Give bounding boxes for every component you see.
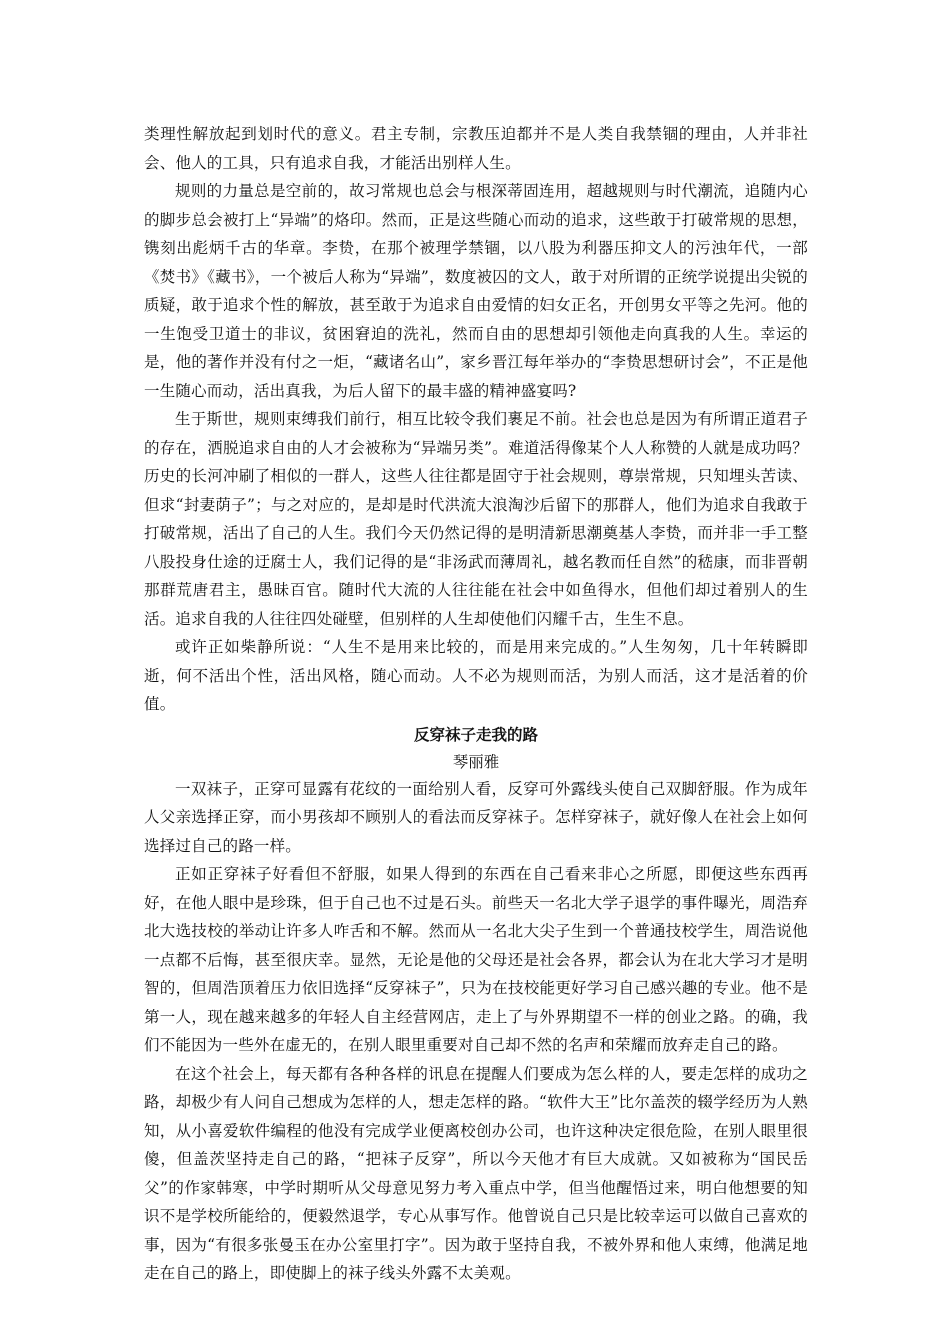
article1-paragraph-4: 或许正如柴静所说：“人生不是用来比较的，而是用来完成的。”人生匆匆，几十年转瞬即逝，何不活出个性，活出风格，随心而动。人不必为规则而活，为别人而活，这才是活着的价值。 bbox=[144, 638, 808, 713]
article2-paragraph-2: 正如正穿袜子好看但不舒服，如果人得到的东西在自己看来非心之所愿，即便这些东西再好，在他人眼中是珍珠，但于自己也不过是石头。前些天一名北大学子退学的事件曝光，周浩弃北大选技校的举动让许多人咋舌和不解。然而从一名北大尖子生到一个普通技校学生，周浩说他一点都不后悔，甚至很庆幸。显然，无论是他的父母还是社会各界，都会认为在北大学习才是明智的，但周浩顶着压力依旧选择“反穿袜子”，只为在技校能更好学习自己感兴趣的专业。他不是第一人，现在越来越多的年轻人自主经营网店，走上了与外界期望不一样的创业之路。的确，我们不能因为一些外在虚无的，在别人眼里重要对自己却不然的名声和荣耀而放弃走自己的路。 bbox=[144, 865, 808, 1054]
article2-paragraph-1: 一双袜子，正穿可显露有花纹的一面给别人看，反穿可外露线头使自己双脚舒服。作为成年人父亲选择正穿，而小男孩却不顾别人的看法而反穿袜子。怎样穿袜子，就好像人在社会上如何选择过自己的路一样。 bbox=[144, 779, 808, 855]
document-page bbox=[144, 120, 808, 1288]
article1-paragraph-2: 规则的力量总是空前的，故习常规也总会与根深蒂固连用，超越规则与时代潮流，追随内心的脚步总会被打上“异端”的烙印。然而，正是这些随心而动的追求，这些敢于打破常规的思想，镌刻出彪炳千古的华章。李贽，在那个被理学禁锢，以八股为利器压抑文人的污浊年代，一部《焚书》《藏书》，一个被后人称为“异端”，数度被囚的文人，敢于对所谓的正统学说提出尖锐的质疑，敢于追求个性的解放，甚至敢于为追求自由爱情的妇女正名，开创男女平等之先河。他的一生饱受卫道士的非议，贫困窘迫的洗礼，然而自由的思想却引领他走向真我的人生。幸运的是，他的著作并没有付之一炬，“藏诸名山”，家乡晋江每年举办的“李贽思想研讨会”，不正是他一生随心而动，活出真我，为后人留下的最丰盛的精神盛宴吗? bbox=[144, 182, 808, 400]
essay-title: 反穿袜子走我的路 bbox=[413, 725, 538, 744]
essay-author: 琴丽雅 bbox=[452, 752, 500, 771]
article1-paragraph-3: 生于斯世，规则束缚我们前行，相互比较令我们裹足不前。社会也总是因为有所谓正道君子的存在，洒脱追求自由的人才会被称为“异端另类”。难道活得像某个人人称赞的人就是成功吗？历史的长河冲刷了相似的一群人，这些人往往都是固守于社会规则，尊崇常规，只知埋头苦读、但求“封妻荫子”；与之对应的，是却是时代洪流大浪淘沙后留下的那群人，他们为追求自我敢于打破常规，活出了自己的人生。我们今天仍然记得的是明清新思潮奠基人李贽，而并非一手工整八股投身仕途的迂腐士人，我们记得的是“非汤武而薄周礼，越名教而任自然”的嵇康，而非晋朝那群荒唐君主，愚昧百官。随时代大流的人往往能在社会中如鱼得水，但他们却过着别人的生活。追求自我的人往往四处碰壁，但别样的人生却使他们闪耀千古，生生不息。 bbox=[144, 410, 808, 628]
article2-paragraph-3: 在这个社会上，每天都有各种各样的讯息在提醒人们要成为怎么样的人，要走怎样的成功之路，却极少有人问自己想成为怎样的人，想走怎样的路。“软件大王”比尔盖茨的辍学经历为人熟知，从小喜爱软件编程的他没有完成学业便离校创办公司，也许这种决定很危险，在别人眼里很傻，但盖茨坚持走自己的路，“把袜子反穿”，所以今天他才有巨大成就。又如被称为“国民岳父”的作家韩寒，中学时期听从父母意见努力考入重点中学，但当他醒悟过来，明白他想要的知识不是学校所能给的，便毅然退学，专心从事写作。他曾说自己只是比较幸运可以做自己喜欢的事，因为“有很多张曼玉在办公室里打字”。因为敢于坚持自我，不被外界和他人束缚，他满足地走在自己的路上，即使脚上的袜子线头外露不太美观。 bbox=[144, 1064, 808, 1282]
article1-paragraph-1: 类理性解放起到划时代的意义。君主专制，宗教压迫都并不是人类自我禁锢的理由，人并非社会、他人的工具，只有追求自我，才能活出别样人生。 bbox=[144, 125, 808, 172]
